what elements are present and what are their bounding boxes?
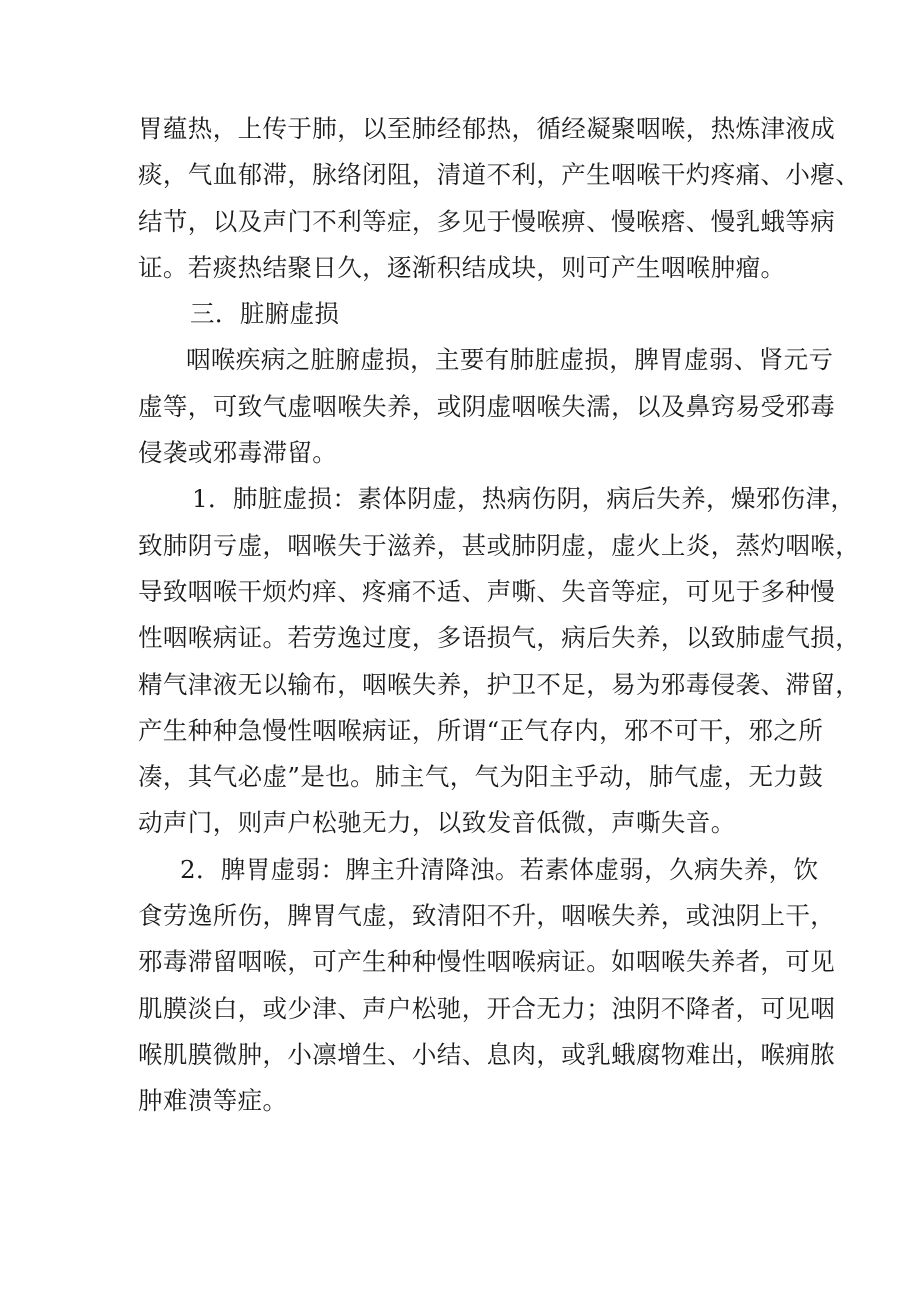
text-line: 咽喉疾病之脏腑虚损，主要有肺脏虚损，脾胃虚弱、肾元亏 [186, 345, 834, 375]
text-line: 肌膜淡白，或少津、声户松驰，开合无力；浊阴不降者，可见咽 [138, 993, 836, 1023]
text-line: 凑，其气必虚”是也。肺主气，气为阳主乎动，肺气虚，无力鼓 [138, 762, 824, 792]
text-line: 肿难溃等症。 [138, 1086, 288, 1116]
text-line: 精气津液无以输布，咽喉失养，护卫不足，易为邪毒侵袭、滞留， [138, 669, 861, 699]
paragraph-spleen-stomach-weakness [138, 847, 836, 1125]
paragraph-organ-deficiency [138, 337, 836, 476]
paragraph-continuation [138, 106, 861, 291]
text-line: 性咽喉病证。若劳逸过度，多语损气，病后失养，以致肺虚气损， [138, 623, 861, 653]
text-line: 1．肺脏虚损：素体阴虚，热病伤阴，病后失养，燥邪伤津， [192, 484, 856, 514]
text-line: 食劳逸所伤，脾胃气虚，致清阳不升，咽喉失养，或浊阴上干， [138, 901, 836, 931]
text-line: 致肺阴亏虚，咽喉失于滋养，甚或肺阴虚，虚火上炎，蒸灼咽喉， [138, 530, 861, 560]
text-line: 动声门，则声户松驰无力，以致发音低微，声嘶失音。 [138, 808, 736, 838]
text-line: 结节，以及声门不利等症，多见于慢喉痹、慢喉瘩、慢乳蛾等病 [138, 206, 836, 236]
text-line: 导致咽喉干烦灼痒、疼痛不适、声嘶、失音等症，可见于多种慢 [138, 576, 836, 606]
text-line: 痰，气血郁滞，脉络闭阻，清道不利，产生咽喉干灼疼痛、小瘪、 [138, 160, 861, 190]
paragraph-lung-deficiency [138, 476, 861, 846]
text-line: 邪毒滞留咽喉，可产生种种慢性咽喉病证。如咽喉失养者，可见 [138, 947, 836, 977]
text-line: 喉肌膜微肿，小凛增生、小结、息肉，或乳蛾腐物难出，喉痈脓 [138, 1039, 836, 1069]
text-line: 产生种种急慢性咽喉病证，所谓“正气存内，邪不可干，邪之所 [138, 715, 824, 745]
text-line: 虚等，可致气虚咽喉失养，或阴虚咽喉失濡，以及鼻窍易受邪毒 [138, 391, 836, 421]
text-line: 证。若痰热结聚日久，逐渐积结成块，则可产生咽喉肿瘤。 [138, 252, 786, 282]
text-line: 侵袭或邪毒滞留。 [138, 438, 338, 468]
body-text [138, 106, 861, 1125]
text-line: 胃蕴热，上传于肺，以至肺经郁热，循经凝聚咽喉，热炼津液成 [138, 114, 836, 143]
section-heading: 三．脏腑虚损 [190, 299, 340, 329]
text-line: 2．脾胃虚弱：脾主升清降浊。若素体虚弱，久病失养，饮 [180, 854, 819, 884]
